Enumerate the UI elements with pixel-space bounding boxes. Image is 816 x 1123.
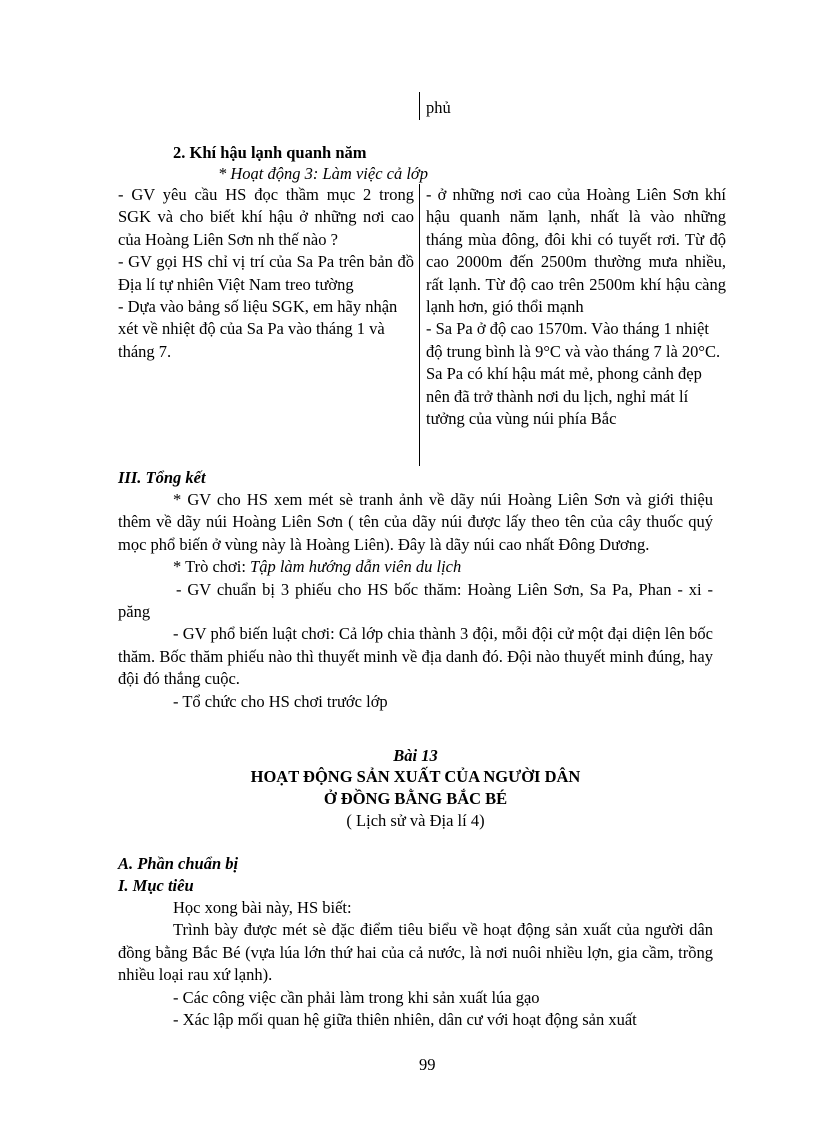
lesson-subject: ( Lịch sử và Địa lí 4)	[346, 811, 485, 830]
table-left-item: - Dựa vào bảng số liệu SGK, em hãy nhận xét về nhiệt độ của Sa Pa vào tháng 1 và tháng 7.	[118, 297, 398, 361]
activity-label: * Hoạt động 3: Làm việc cả lớp	[218, 164, 428, 183]
page-number: 99	[419, 1055, 436, 1074]
game-name: Tập làm hướng dẫn viên du lịch	[250, 557, 462, 577]
table-right-item: - ở những nơi cao của Hoàng Liên Sơn khí hậu quanh năm lạnh, nhất là vào những tháng mùa đông, đôi khi có tuyết rơi. Từ độ cao 2000m đến 2500m thường mưa nhiều, rất lạnh. Từ độ cao trên 2500m khí hậu càng lạnh hơn, gió thổi mạnh	[426, 185, 726, 317]
table-divider	[419, 184, 420, 466]
summary-paragraph: * GV cho HS xem mét sè tranh ảnh về dãy núi Hoàng Liên Sơn và giới thiệu thêm về dãy núi Hoàng Liên Sơn ( tên của dãy núi được lấy theo tên của cây thuốc quý mọc phổ biến ở vùng này là Hoàng Liên). Đây là dãy núi cao nhất Đông Dương.	[118, 490, 713, 554]
lesson-title-line-2: Ở ĐỒNG BẰNG BẮC BÉ	[323, 789, 508, 808]
objectives-paragraph: - Xác lập mối quan hệ giữa thiên nhiên, dân cư với hoạt động sản xuất	[173, 1010, 637, 1030]
objectives-heading: I. Mục tiêu	[118, 876, 194, 895]
summary-paragraph: - GV chuẩn bị 3 phiếu cho HS bốc thăm: Hoàng Liên Sơn, Sa Pa, Phan - xi - păng	[118, 579, 713, 622]
lesson-number: Bài 13	[393, 746, 438, 765]
game-prefix: * Trò chơi:	[173, 557, 246, 577]
game-line	[118, 556, 713, 578]
summary-paragraph: - Tổ chức cho HS chơi trước lớp	[173, 691, 388, 711]
summary-heading: III. Tổng kết	[118, 468, 206, 487]
section-heading: 2. Khí hậu lạnh quanh năm	[173, 143, 367, 162]
table-divider-top	[419, 92, 420, 120]
lesson-title-line-1: HOẠT ĐỘNG SẢN XUẤT CỦA NGƯỜI DÂN	[250, 767, 581, 786]
objectives-paragraph: - Các công việc cần phải làm trong khi sản xuất lúa gạo	[173, 987, 540, 1007]
table-left-item: - GV gọi HS chỉ vị trí của Sa Pa trên bản đồ Địa lí tự nhiên Việt Nam treo tường	[118, 252, 414, 294]
table-left-item: - GV yêu cầu HS đọc thầm mục 2 trong SGK và cho biết khí hậu ở những nơi cao của Hoàng Liên Sơn nh thế nào ?	[118, 185, 414, 249]
table-left-column	[118, 184, 414, 363]
summary-paragraph: - GV phổ biến luật chơi: Cả lớp chia thành 3 đội, mỗi đội cử một đại diện lên bốc thăm. Bốc thăm phiếu nào thì thuyết minh về địa danh đó. Đội nào thuyết minh đúng, hay đội đó thắng cuộc.	[118, 624, 713, 689]
table-right-column	[426, 184, 726, 430]
table-cell-continuation: phủ	[426, 98, 451, 117]
summary-body	[118, 489, 713, 713]
table-right-item: - Sa Pa ở độ cao 1570m. Vào tháng 1 nhiệt độ trung bình là 9°C và vào tháng 7 là 20°C. Sa Pa có khí hậu mát mẻ, phong cảnh đẹp nên đã trở thành nơi du lịch, nghỉ mát lí tưởng của vùng núi phía Bắc	[426, 319, 721, 429]
objectives-body	[118, 897, 713, 1031]
objectives-intro: Học xong bài này, HS biết:	[173, 898, 352, 917]
objectives-paragraph: Trình bày được mét sè đặc điểm tiêu biểu về hoạt động sản xuất của người dân đồng bằng Bắc Bé (vựa lúa lớn thứ hai của cả nước, là nơi nuôi nhiều lợn, gia cầm, trồng nhiều loại rau xứ lạnh).	[118, 920, 713, 985]
part-heading: A. Phần chuẩn bị	[118, 854, 239, 873]
